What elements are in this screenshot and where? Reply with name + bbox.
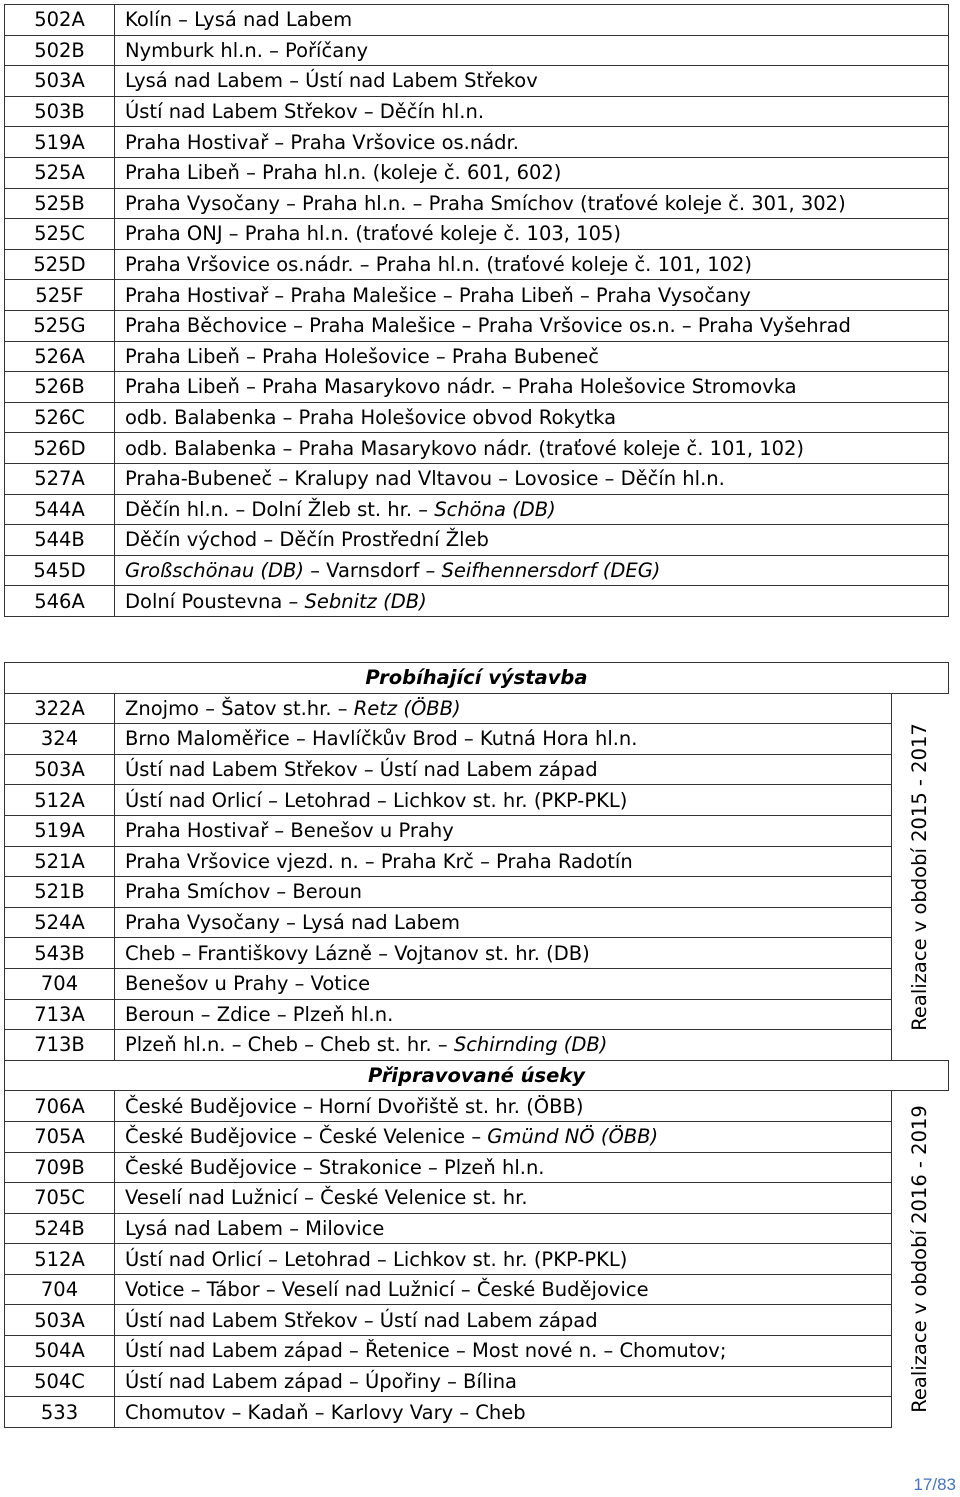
table-row xyxy=(5,188,949,219)
completed-lines-table xyxy=(4,4,949,617)
line-code: 503A xyxy=(5,754,115,785)
line-description xyxy=(115,785,892,816)
line-code: 512A xyxy=(5,1244,115,1275)
section-text: Praha Libeň – Praha Holešovice – Praha Bubeneč xyxy=(125,344,599,368)
line-code: 713A xyxy=(5,999,115,1030)
realization-period-label xyxy=(892,1091,949,1428)
line-description xyxy=(115,1183,892,1214)
line-code: 546A xyxy=(5,586,115,617)
line-code: 544B xyxy=(5,525,115,556)
table-row xyxy=(5,693,949,724)
line-code: 521A xyxy=(5,846,115,877)
section-text: Praha Vysočany – Praha hl.n. – Praha Smíchov (traťové koleje č. 301, 302) xyxy=(125,191,846,215)
table-row xyxy=(5,157,949,188)
line-description xyxy=(115,1152,892,1183)
table-row xyxy=(5,433,949,464)
realization-period-text: Realizace v období 2016 - 2019 xyxy=(908,1105,932,1414)
line-description xyxy=(115,402,949,433)
table-row xyxy=(5,586,949,617)
line-description xyxy=(115,219,949,250)
table-row xyxy=(5,1244,949,1275)
line-description xyxy=(115,938,892,969)
line-code: 526C xyxy=(5,402,115,433)
line-description xyxy=(115,1305,892,1336)
foreign-section-text: Schöna (DB) xyxy=(434,497,556,521)
section-text: Praha Hostivař – Praha Vršovice os.nádr. xyxy=(125,130,519,154)
section-header-row xyxy=(5,1060,949,1091)
table-row xyxy=(5,372,949,403)
table-row xyxy=(5,402,949,433)
section-text: Votice – Tábor – Veselí nad Lužnicí – České Budějovice xyxy=(125,1278,649,1302)
section-text: Ústí nad Labem Střekov – Ústí nad Labem západ xyxy=(125,1308,598,1332)
table-row xyxy=(5,938,949,969)
table-row xyxy=(5,1305,949,1336)
section-text: Ústí nad Labem západ – Úpořiny – Bílina xyxy=(125,1369,517,1393)
table-row xyxy=(5,494,949,525)
table-row xyxy=(5,968,949,999)
line-description xyxy=(115,1366,892,1397)
table-row xyxy=(5,846,949,877)
line-description xyxy=(115,372,949,403)
section-header-row xyxy=(5,663,949,694)
section-text: Děčín hl.n. – Dolní Žleb st. hr. – xyxy=(125,497,435,521)
line-code: 526A xyxy=(5,341,115,372)
line-description xyxy=(115,846,892,877)
table-row xyxy=(5,785,949,816)
section-text: Praha Hostivař – Praha Malešice – Praha Libeň – Praha Vysočany xyxy=(125,283,751,307)
line-description xyxy=(115,1336,892,1367)
line-code: 713B xyxy=(5,1030,115,1061)
line-code: 524B xyxy=(5,1213,115,1244)
section-text: Cheb – Františkovy Lázně – Vojtanov st. hr. (DB) xyxy=(125,941,590,965)
section-text: odb. Balabenka – Praha Holešovice obvod Rokytka xyxy=(125,406,617,430)
line-description xyxy=(115,1274,892,1305)
foreign-section-text: Sebnitz (DB) xyxy=(304,589,427,613)
line-code: 504C xyxy=(5,1366,115,1397)
table-row xyxy=(5,96,949,127)
section-text: Praha Vysočany – Lysá nad Labem xyxy=(125,911,461,935)
section-text: Plzeň hl.n. – Cheb – Cheb st. hr. – xyxy=(125,1033,454,1057)
line-description xyxy=(115,433,949,464)
section-text: České Budějovice – Strakonice – Plzeň hl.n. xyxy=(125,1155,545,1179)
section-text: České Budějovice – Horní Dvořiště st. hr. (ÖBB) xyxy=(125,1094,584,1118)
line-code: 709B xyxy=(5,1152,115,1183)
foreign-section-text: Schirnding (DB) xyxy=(453,1033,608,1057)
section-text: Lysá nad Labem – Milovice xyxy=(125,1216,385,1240)
line-code: 521B xyxy=(5,877,115,908)
table-row xyxy=(5,1397,949,1428)
line-description xyxy=(115,555,949,586)
line-code: 706A xyxy=(5,1091,115,1122)
line-description xyxy=(115,96,949,127)
line-code: 525C xyxy=(5,219,115,250)
line-code: 322A xyxy=(5,693,115,724)
line-description xyxy=(115,5,949,36)
line-code: 503A xyxy=(5,1305,115,1336)
table-row xyxy=(5,127,949,158)
line-code: 525A xyxy=(5,157,115,188)
line-description xyxy=(115,310,949,341)
line-description xyxy=(115,280,949,311)
section-text: Beroun – Zdice – Plzeň hl.n. xyxy=(125,1002,394,1026)
table-row xyxy=(5,1030,949,1061)
section-text: Praha Vršovice os.nádr. – Praha hl.n. (traťové koleje č. 101, 102) xyxy=(125,253,753,277)
line-description xyxy=(115,693,892,724)
line-description xyxy=(115,463,949,494)
table-row xyxy=(5,815,949,846)
section-text: Praha Vršovice vjezd. n. – Praha Krč – Praha Radotín xyxy=(125,849,633,873)
table-row xyxy=(5,999,949,1030)
table-row xyxy=(5,341,949,372)
line-code: 525D xyxy=(5,249,115,280)
line-code: 502B xyxy=(5,35,115,66)
section-text: Znojmo – Šatov st.hr. – xyxy=(125,696,354,720)
section-text: Brno Maloměřice – Havlíčkův Brod – Kutná Hora hl.n. xyxy=(125,727,638,751)
line-code: 525B xyxy=(5,188,115,219)
realization-period-label xyxy=(892,693,949,1060)
line-code: 704 xyxy=(5,1274,115,1305)
foreign-section-text: Seifhennersdorf (DEG) xyxy=(441,558,661,582)
line-description xyxy=(115,754,892,785)
table-row xyxy=(5,66,949,97)
line-code: 512A xyxy=(5,785,115,816)
table-row xyxy=(5,249,949,280)
foreign-section-text: Großschönau (DB) xyxy=(125,558,304,582)
table-row xyxy=(5,1183,949,1214)
section-text: Praha ONJ – Praha hl.n. (traťové koleje č. 103, 105) xyxy=(125,222,621,246)
section-text: Ústí nad Orlicí – Letohrad – Lichkov st. hr. (PKP-PKL) xyxy=(125,1247,628,1271)
line-description xyxy=(115,494,949,525)
line-description xyxy=(115,66,949,97)
line-code: 519A xyxy=(5,127,115,158)
section-text: Praha-Bubeneč – Kralupy nad Vltavou – Lovosice – Děčín hl.n. xyxy=(125,467,725,491)
table-row xyxy=(5,877,949,908)
section-text: Ústí nad Orlicí – Letohrad – Lichkov st. hr. (PKP-PKL) xyxy=(125,788,628,812)
table-row xyxy=(5,219,949,250)
table-row xyxy=(5,754,949,785)
section-text: Ústí nad Labem Střekov – Děčín hl.n. xyxy=(125,100,485,124)
line-description xyxy=(115,1030,892,1061)
line-description xyxy=(115,1091,892,1122)
line-code: 503A xyxy=(5,66,115,97)
section-text: – Varnsdorf – xyxy=(304,558,442,582)
section-text: Lysá nad Labem – Ústí nad Labem Střekov xyxy=(125,69,538,93)
line-description xyxy=(115,815,892,846)
line-code: 525G xyxy=(5,310,115,341)
section-text: Benešov u Prahy – Votice xyxy=(125,972,371,996)
line-description xyxy=(115,877,892,908)
line-code: 545D xyxy=(5,555,115,586)
realization-period-text: Realizace v období 2015 - 2017 xyxy=(908,722,932,1031)
line-description xyxy=(115,127,949,158)
line-code: 524A xyxy=(5,907,115,938)
section-text: Praha Smíchov – Beroun xyxy=(125,880,362,904)
line-code: 527A xyxy=(5,463,115,494)
line-description xyxy=(115,1121,892,1152)
line-code: 503B xyxy=(5,96,115,127)
line-code: 502A xyxy=(5,5,115,36)
table-row xyxy=(5,1213,949,1244)
table-row xyxy=(5,1366,949,1397)
line-description xyxy=(115,341,949,372)
line-code: 525F xyxy=(5,280,115,311)
section-title: Probíhající výstavba xyxy=(5,663,949,694)
line-description xyxy=(115,249,949,280)
line-description xyxy=(115,999,892,1030)
table-row xyxy=(5,907,949,938)
section-text: Nymburk hl.n. – Poříčany xyxy=(125,38,369,62)
line-code: 519A xyxy=(5,815,115,846)
table-row xyxy=(5,310,949,341)
section-text: Dolní Poustevna – xyxy=(125,589,305,613)
foreign-section-text: Retz (ÖBB) xyxy=(353,696,461,720)
table-row xyxy=(5,35,949,66)
section-text: Ústí nad Labem západ – Řetenice – Most nové n. – Chomutov; xyxy=(125,1339,727,1363)
section-title: Připravované úseky xyxy=(5,1060,949,1091)
line-code: 504A xyxy=(5,1336,115,1367)
line-description xyxy=(115,968,892,999)
section-text: Praha Hostivař – Benešov u Prahy xyxy=(125,819,454,843)
line-code: 526D xyxy=(5,433,115,464)
line-description xyxy=(115,907,892,938)
table-row xyxy=(5,1274,949,1305)
table-row xyxy=(5,555,949,586)
section-text: Děčín východ – Děčín Prostřední Žleb xyxy=(125,528,489,552)
line-code: 705C xyxy=(5,1183,115,1214)
table-row xyxy=(5,1336,949,1367)
table-row xyxy=(5,5,949,36)
table-row xyxy=(5,280,949,311)
section-text: Praha Libeň – Praha hl.n. (koleje č. 601, 602) xyxy=(125,161,562,185)
line-description xyxy=(115,724,892,755)
table-row xyxy=(5,525,949,556)
line-code: 705A xyxy=(5,1121,115,1152)
table-row xyxy=(5,1091,949,1122)
line-code: 544A xyxy=(5,494,115,525)
line-description xyxy=(115,1213,892,1244)
line-code: 533 xyxy=(5,1397,115,1428)
line-code: 526B xyxy=(5,372,115,403)
line-description xyxy=(115,188,949,219)
line-code: 324 xyxy=(5,724,115,755)
line-description xyxy=(115,35,949,66)
section-text: Praha Běchovice – Praha Malešice – Praha Vršovice os.n. – Praha Vyšehrad xyxy=(125,314,851,338)
section-text: odb. Balabenka – Praha Masarykovo nádr. (traťové koleje č. 101, 102) xyxy=(125,436,805,460)
line-code: 543B xyxy=(5,938,115,969)
table-row xyxy=(5,463,949,494)
line-code: 704 xyxy=(5,968,115,999)
foreign-section-text: Gmünd NÖ (ÖBB) xyxy=(487,1125,659,1149)
table-row xyxy=(5,724,949,755)
section-text: Praha Libeň – Praha Masarykovo nádr. – Praha Holešovice Stromovka xyxy=(125,375,797,399)
section-text: Ústí nad Labem Střekov – Ústí nad Labem západ xyxy=(125,758,598,782)
section-text: České Budějovice – České Velenice – xyxy=(125,1125,488,1149)
line-description xyxy=(115,157,949,188)
table-row xyxy=(5,1121,949,1152)
line-description xyxy=(115,1397,892,1428)
construction-table xyxy=(4,662,949,1428)
section-text: Chomutov – Kadaň – Karlovy Vary – Cheb xyxy=(125,1400,526,1424)
line-description xyxy=(115,1244,892,1275)
section-text: Veselí nad Lužnicí – České Velenice st. hr. xyxy=(125,1186,528,1210)
line-description xyxy=(115,586,949,617)
line-description xyxy=(115,525,949,556)
section-text: Kolín – Lysá nad Labem xyxy=(125,8,353,32)
page-number: 17/83 xyxy=(913,1475,956,1494)
table-row xyxy=(5,1152,949,1183)
